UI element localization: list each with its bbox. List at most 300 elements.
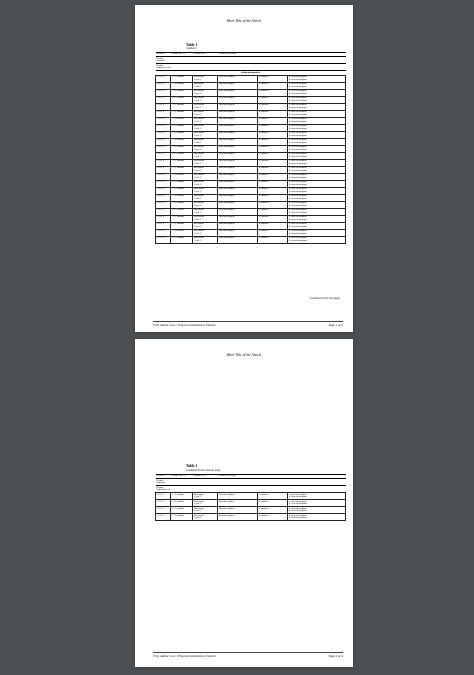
table-cell [193, 131, 218, 138]
cell-line: b. item description [289, 502, 307, 506]
table-cell [258, 110, 288, 117]
cell-line: b. item description [289, 98, 307, 102]
cell-line: 1. A. number [172, 180, 185, 183]
cell-line: Item description [219, 187, 235, 190]
cell-line: A.2.1 a [157, 145, 164, 148]
table-cell [193, 103, 218, 110]
cell-line: Item description [219, 96, 235, 99]
cell-line: a. item description [289, 499, 307, 503]
table-cell [218, 124, 258, 131]
table-row [156, 159, 346, 166]
running-head: Short Title of the Article [226, 353, 262, 357]
table-cell [193, 229, 218, 236]
cell-line: a. number [259, 131, 269, 134]
cell-line: Cycle 2 [194, 502, 202, 506]
table-cell [156, 159, 171, 166]
table-cell [288, 82, 346, 89]
table-cell [218, 173, 258, 180]
cell-line: Item description [219, 152, 235, 155]
cell-line: Cycle 2 [194, 238, 202, 242]
cell-line: Item name [194, 513, 205, 517]
cell-line: a. number [259, 222, 269, 225]
table-cell [193, 187, 218, 194]
table-cell [288, 500, 346, 507]
cell-line: a. number [259, 82, 269, 85]
table-cell [193, 507, 218, 514]
table-cell [193, 215, 218, 222]
table-row [156, 215, 346, 222]
table-cell [218, 89, 258, 96]
cell-line: b. item description [289, 84, 307, 88]
cell-line: a. number [259, 166, 269, 169]
header-cell: Header col 3 [193, 475, 218, 479]
cell-line: a. item description [289, 75, 307, 78]
header-row [156, 486, 346, 493]
table-cell [171, 82, 193, 89]
table-cell [156, 194, 171, 201]
cell-line: A.2.1 a [157, 159, 164, 162]
table-cell [193, 138, 218, 145]
cell-line: a. item description [289, 208, 307, 211]
table-cell [156, 82, 171, 89]
cell-line: 1. A. number [172, 117, 185, 120]
table-cell [193, 500, 218, 507]
cell-line: 1. A. number [172, 82, 185, 85]
cell-line: 1. A. number [172, 110, 185, 113]
table-cell [156, 229, 171, 236]
table-cell [156, 507, 171, 514]
cell-line: a. item description [289, 173, 307, 176]
cell-line: Item description [219, 506, 235, 510]
table-cell [218, 75, 258, 82]
table-cell [288, 103, 346, 110]
footer-left: First Author et al.: Preprint submitted to Elsevier [153, 654, 217, 658]
table-cell [193, 514, 218, 521]
cell-line: Item description [219, 513, 235, 517]
table-cell [218, 110, 258, 117]
cell-line: Item description [219, 75, 235, 78]
table-cell [193, 201, 218, 208]
cell-line: Item name [194, 82, 205, 85]
table-cell [171, 152, 193, 159]
cell-line: Cycle 2 [194, 231, 202, 235]
cell-line: Cycle 2 [194, 189, 202, 193]
table-cell [218, 222, 258, 229]
table-cell [258, 208, 288, 215]
group-label: Subheadernumber [156, 71, 346, 75]
table-cell [258, 138, 288, 145]
cell-line: b. item description [289, 509, 307, 513]
table-cell [218, 159, 258, 166]
header-cell: Header col 4 long [218, 475, 346, 479]
cell-line: Cycle 2 [194, 203, 202, 207]
table-cell [156, 222, 171, 229]
cell-line: a. number [259, 492, 269, 496]
table-cell [171, 201, 193, 208]
cell-line: b. item description [289, 175, 307, 179]
table-cell [288, 493, 346, 500]
table-cell [218, 208, 258, 215]
table-cell [156, 145, 171, 152]
header-sublabel: Subheader col [156, 66, 171, 70]
cell-line: a. item description [289, 506, 307, 510]
table-cell [218, 507, 258, 514]
table-cell [171, 493, 193, 500]
header-cell [156, 57, 193, 64]
cell-line: a. item description [289, 159, 307, 162]
cell-line: b. item description [289, 182, 307, 186]
cell-line: a. number [259, 96, 269, 99]
document-page-1 [135, 5, 353, 332]
cell-line: Item description [219, 159, 235, 162]
cell-line: A.2.1 a [157, 229, 164, 232]
table-cell [288, 96, 346, 103]
table-row [156, 229, 346, 236]
table-cell [171, 180, 193, 187]
table-cell [288, 201, 346, 208]
cell-line: b. item description [289, 77, 307, 81]
table-cell [156, 103, 171, 110]
cell-line: b. item description [289, 126, 307, 130]
cell-line: b. item description [289, 112, 307, 116]
cell-line: A.2.1 a [157, 103, 164, 106]
table-cell [288, 145, 346, 152]
table-cell [288, 208, 346, 215]
cell-line: Cycle 2 [194, 77, 202, 81]
table-cell [258, 82, 288, 89]
table-row [156, 89, 346, 96]
table-row [156, 194, 346, 201]
data-table [155, 52, 346, 244]
cell-line: A.2.1 a [157, 208, 164, 211]
cell-line: a. number [259, 145, 269, 148]
table-row [156, 166, 346, 173]
table-cell [171, 173, 193, 180]
table-cell [288, 173, 346, 180]
table-cell [156, 493, 171, 500]
table-cell [193, 89, 218, 96]
table-cell [171, 138, 193, 145]
cell-line: Item name [194, 96, 205, 99]
table-cell [288, 159, 346, 166]
table-cell [171, 96, 193, 103]
cell-line: Cycle 2 [194, 224, 202, 228]
table-cell [156, 89, 171, 96]
cell-line: b. item description [289, 516, 307, 520]
cell-line: a. item description [289, 166, 307, 169]
cell-line: Cycle 2 [194, 84, 202, 88]
cell-line: a. number [259, 236, 269, 239]
table-cell [258, 194, 288, 201]
cell-line: A.2.1 a [157, 222, 164, 225]
cell-line: a. number [259, 124, 269, 127]
cell-line: a. item description [289, 96, 307, 99]
table-cell [193, 110, 218, 117]
table-cell [218, 493, 258, 500]
cell-line: a. item description [289, 215, 307, 218]
table-cell [156, 173, 171, 180]
cell-line: Cycle 2 [194, 112, 202, 116]
cell-line: 1. A. number [172, 492, 185, 496]
table-cell [288, 131, 346, 138]
table-cell [218, 229, 258, 236]
table-cell [288, 166, 346, 173]
table-cell [193, 159, 218, 166]
table-cell [218, 187, 258, 194]
header-label: Header [156, 63, 164, 67]
table-cell [171, 159, 193, 166]
cell-line: Item description [219, 89, 235, 92]
table-row [156, 117, 346, 124]
table-cell [171, 229, 193, 236]
table-cell [171, 187, 193, 194]
table-row [156, 110, 346, 117]
footer-page-number: Page 1 of 2 [328, 323, 343, 327]
table-cell [171, 110, 193, 117]
table-cell [288, 75, 346, 82]
cell-line: a. number [259, 499, 269, 503]
table-cell [156, 138, 171, 145]
cell-line: 1. A. number [172, 222, 185, 225]
table-cell [288, 89, 346, 96]
table-cell [193, 173, 218, 180]
header-cell: Header1 [156, 53, 171, 57]
table-cell [218, 514, 258, 521]
header-cell [193, 479, 346, 486]
cell-line: A.2.1 a [157, 201, 164, 204]
cell-line: b. item description [289, 217, 307, 221]
table-cell [193, 145, 218, 152]
footer-left: First Author et al.: Preprint submitted to Elsevier [153, 323, 217, 327]
cell-line: Item description [219, 180, 235, 183]
table-cell [218, 152, 258, 159]
cell-line: 1. A. number [172, 75, 185, 78]
header-sublabel: Subhead [156, 59, 165, 63]
table-cell [258, 514, 288, 521]
cell-line: Item name [194, 152, 205, 155]
header-sublabel: Subhead [156, 481, 165, 485]
table-cell [258, 89, 288, 96]
footer-page-number: Page 2 of 2 [328, 654, 343, 658]
table-cell [258, 500, 288, 507]
cell-line: a. number [259, 208, 269, 211]
cell-line: A.2.1 a [157, 131, 164, 134]
cell-line: A.2.1 a [157, 492, 164, 496]
cell-line: b. item description [289, 133, 307, 137]
header-cell: Header col 2 a [171, 53, 193, 57]
table-row [156, 96, 346, 103]
cell-line: Item description [219, 110, 235, 113]
cell-line: a. number [259, 173, 269, 176]
table-cell [193, 152, 218, 159]
cell-line: Cycle 2 [194, 126, 202, 130]
table-cell [288, 222, 346, 229]
page-footer [153, 321, 343, 327]
header-sublabel: Subheader col [156, 488, 171, 492]
table-cell [258, 187, 288, 194]
cell-line: 1. A. number [172, 187, 185, 190]
table-cell [156, 117, 171, 124]
table-cell [171, 507, 193, 514]
cell-line: 1. A. number [172, 194, 185, 197]
table-cell [218, 138, 258, 145]
cell-line: b. item description [289, 210, 307, 214]
table-cell [218, 194, 258, 201]
cell-line: Cycle 2 [194, 182, 202, 186]
header-cell [156, 64, 193, 71]
cell-line: a. number [259, 152, 269, 155]
cell-line: A.2.1 a [157, 180, 164, 183]
cell-line: Cycle 2 [194, 196, 202, 200]
cell-line: Cycle 2 [194, 217, 202, 221]
table-cell [218, 236, 258, 243]
cell-line: Cycle 2 [194, 175, 202, 179]
table-cell [258, 180, 288, 187]
cell-line: b. item description [289, 231, 307, 235]
cell-line: 1. A. number [172, 506, 185, 510]
cell-line: b. item description [289, 189, 307, 193]
cell-line: Cycle 2 [194, 98, 202, 102]
cell-line: b. item description [289, 224, 307, 228]
cell-line: Item description [219, 131, 235, 134]
cell-line: a. item description [289, 187, 307, 190]
table-cell [288, 187, 346, 194]
cell-line: Item name [194, 103, 205, 106]
table-cell [258, 159, 288, 166]
cell-line: a. number [259, 110, 269, 113]
cell-line: Cycle 2 [194, 147, 202, 151]
running-head: Short Title of the Article [226, 19, 262, 23]
cell-line: a. number [259, 187, 269, 190]
cell-line: Item name [194, 506, 205, 510]
table-cell [258, 145, 288, 152]
cell-line: A.2.1 a [157, 82, 164, 85]
cell-line: a. number [259, 201, 269, 204]
cell-line: Item description [219, 208, 235, 211]
cell-line: Cycle 2 [194, 133, 202, 137]
table-cell [193, 208, 218, 215]
table-row [156, 145, 346, 152]
table-caption: Table 1 [186, 464, 198, 468]
cell-line: A.2.1 a [157, 194, 164, 197]
table-cell [156, 124, 171, 131]
table-row [156, 236, 346, 243]
cell-line: a. item description [289, 201, 307, 204]
table-cell [258, 166, 288, 173]
cell-line: a. number [259, 180, 269, 183]
table-cell [171, 89, 193, 96]
cell-line: 1. A. number [172, 145, 185, 148]
table-cell [156, 215, 171, 222]
cell-line: Cycle 2 [194, 516, 202, 520]
cell-line: b. item description [289, 154, 307, 158]
cell-line: A.2.1 a [157, 117, 164, 120]
cell-line: 1. A. number [172, 499, 185, 503]
table-cell [218, 96, 258, 103]
cell-line: Item name [194, 187, 205, 190]
cell-line: 1. A. number [172, 89, 185, 92]
cell-line: Item name [194, 180, 205, 183]
cell-line: a. item description [289, 138, 307, 141]
table-cell [218, 145, 258, 152]
cell-line: Item name [194, 145, 205, 148]
table-cell [288, 110, 346, 117]
cell-line: 1. A. number [172, 166, 185, 169]
cell-line: a. item description [289, 152, 307, 155]
cell-line: a. number [259, 117, 269, 120]
header-cell: Header col 2 a [171, 475, 193, 479]
table-cell [156, 514, 171, 521]
table-cell [156, 96, 171, 103]
data-table [155, 474, 346, 521]
table-cell [258, 103, 288, 110]
table-cell [156, 201, 171, 208]
table-subcaption: Continued from previous page [186, 469, 221, 472]
cell-line: A.2.1 a [157, 96, 164, 99]
table-row [156, 152, 346, 159]
table-row [156, 75, 346, 82]
table-cell [258, 117, 288, 124]
page-footer [153, 652, 343, 658]
table-cell [193, 180, 218, 187]
table-cell [288, 124, 346, 131]
cell-line: 1. A. number [172, 96, 185, 99]
table-row [156, 493, 346, 500]
cell-line: Item name [194, 173, 205, 176]
cell-line: a. number [259, 89, 269, 92]
header-label: Header [156, 478, 164, 482]
cell-line: a. item description [289, 110, 307, 113]
table-cell [218, 82, 258, 89]
table-cell [258, 229, 288, 236]
cell-line: Item name [194, 159, 205, 162]
cell-line: a. item description [289, 180, 307, 183]
table-row [156, 201, 346, 208]
table-cell [258, 236, 288, 243]
cell-line: Item name [194, 166, 205, 169]
cell-line: Item description [219, 492, 235, 496]
cell-line: Item description [219, 229, 235, 232]
cell-line: 1. A. number [172, 131, 185, 134]
table-cell [218, 117, 258, 124]
cell-line: A.2.1 a [157, 215, 164, 218]
table-row [156, 138, 346, 145]
cell-line: a. number [259, 506, 269, 510]
cell-line: Cycle 2 [194, 210, 202, 214]
cell-line: b. item description [289, 168, 307, 172]
cell-line: a. number [259, 513, 269, 517]
cell-line: a. item description [289, 117, 307, 120]
table-cell [258, 493, 288, 500]
table-row [156, 187, 346, 194]
table-cell [171, 166, 193, 173]
table-cell [156, 166, 171, 173]
table-cell [193, 82, 218, 89]
cell-line: A.2.1 a [157, 152, 164, 155]
cell-line: a. number [259, 138, 269, 141]
table-cell [171, 131, 193, 138]
cell-line: Item name [194, 75, 205, 78]
cell-line: Item name [194, 201, 205, 204]
cell-line: Item description [219, 194, 235, 197]
cell-line: Item description [219, 124, 235, 127]
cell-line: a. number [259, 229, 269, 232]
cell-line: a. number [259, 103, 269, 106]
cell-line: b. item description [289, 140, 307, 144]
cell-line: 1. A. number [172, 103, 185, 106]
table-cell [258, 131, 288, 138]
cell-line: Item name [194, 229, 205, 232]
